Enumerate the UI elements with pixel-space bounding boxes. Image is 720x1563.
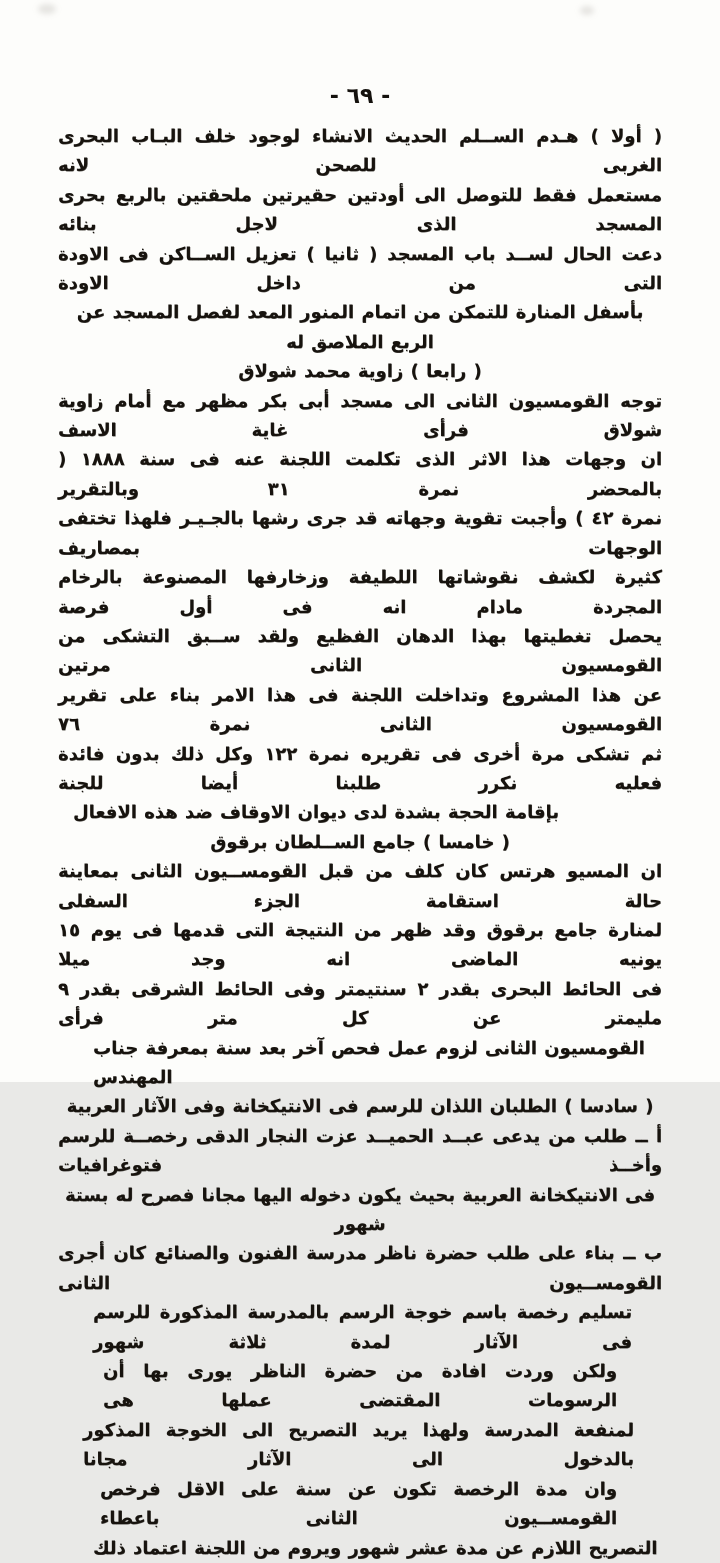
section-heading: ( سادسا ) الطلبان اللذان للرسم فى الانتيكخانة وفى الآثار العربية — [66, 1096, 654, 1118]
paragraph-line: ثم تشكى مرة أخرى فى تقريره نمرة ١٢٢ وكل ذلك بدون فائدة فعليه نكرر طلبنا أيضا للجنة — [58, 743, 662, 794]
paragraph-line: ان وجهات هذا الاثر الذى تكلمت اللجنة عنه فى سنة ١٨٨٨ ( بالمحضر نمرة ٣١ وبالتقرير — [58, 449, 663, 500]
list-item-line: تسليم رخصة باسم خوجة الرسم بالمدرسة المذكورة للرسم فى الآثار لمدة ثلاثة شهور — [93, 1302, 632, 1353]
paragraph-line: كثيرة لكشف نقوشاتها اللطيفة وزخارفها المصنوعة بالرخام المجردة مادام انه فى أول فرصة — [58, 567, 662, 618]
scan-smudge — [38, 4, 56, 14]
paragraph-line: بأسفل المنارة للتمكن من اتمام المنور المعد لفصل المسجد عن الربع الملاصق له — [76, 302, 644, 353]
list-item-line: ولكن وردت افادة من حضرة الناظر يورى بها أن الرسومات المقتضى عملها هى — [103, 1361, 617, 1412]
section-heading: ( رابعا ) زاوية محمد شولاق — [238, 361, 482, 383]
paragraph-line: عن هذا المشروع وتداخلت اللجنة فى هذا الامر بناء على تقرير القومسيون الثانى نمرة ٧٦ — [58, 684, 662, 736]
paragraph-line: بإقامة الحجة بشدة لدى ديوان الاوقاف ضد هذه الافعال — [73, 802, 560, 824]
page-body-text — [58, 122, 662, 1563]
page-number: - ٦٩ - — [329, 84, 391, 109]
paragraph-line: فى الحائط البحرى بقدر ٢ سنتيمتر وفى الحائط الشرقى بقدر ٩ مليمتر عن كل متر فرأى — [58, 978, 662, 1030]
list-item-line: التصريح اللازم عن مدة عشر شهور ويروم من اللجنة اعتماد ذلك — [93, 1537, 658, 1559]
paragraph-line: مستعمل فقط للتوصل الى أودتين حقيرتين ملحقتين بالربع بحرى المسجد الذى لاجل بنائه — [58, 184, 662, 236]
paragraph-line: ان المسيو هرتس كان كلف من قبل القومســيون الثانى بمعاينة حالة استقامة الجزء السفلى — [58, 861, 662, 912]
paragraph-line: يحصل تغطيتها بهذا الدهان الفظيع ولقد ســبق التشكى من القومسيون الثانى مرتين — [58, 625, 662, 677]
paragraph-line: لمنارة جامع برقوق وقد ظهر من النتيجة التى قدمها فى يوم ١٥ يونيه الماضى انه وجد ميلا — [58, 919, 662, 971]
list-item-line: فى الانتيكخانة العربية بحيث يكون دخوله اليها مجانا فصرح له بستة شهور — [64, 1184, 656, 1236]
paragraph-line: دعت الحال لســد باب المسجد ( ثانيا ) تعزيل الســاكن فى الاودة التى من داخل الاودة — [58, 243, 662, 295]
paragraph-line: القومسيون الثانى لزوم عمل فحص آخر بعد سنة بمعرفة جناب المهندس — [93, 1037, 645, 1088]
list-item-line: أ ــ طلب من يدعى عبــد الحميــد عزت النجار الدقى رخصــة للرسم وأخــذ فتوغرافيات — [58, 1125, 662, 1177]
paragraph-line: توجه القومسيون الثانى الى مسجد أبى بكر مظهر مع أمام زاوية شولاق فرأى غاية الاسف — [58, 390, 662, 442]
paragraph-line: نمرة ٤٢ ) وأجبت تقوية وجهاته قد جرى رشها بالجـيـر فلهذا تختفى الوجهات بمصاريف — [58, 508, 663, 559]
list-item-line: ب ــ بناء على طلب حضرة ناظر مدرسة الفنون والصنائع كان أجرى القومســيون الثانى — [58, 1243, 662, 1294]
paragraph-line: ( أولا ) هـدم الســلم الحديث الانشاء لوجود خلف البـاب البحرى الغربى للصحن لانه — [58, 126, 662, 177]
section-heading: ( خامسا ) جامع الســلطان برقوق — [210, 831, 510, 853]
list-item-line: لمنفعة المدرسة ولهذا يريد التصريح الى الخوجة المذكور بالدخول الى الآثار مجانا — [83, 1419, 634, 1471]
list-item-line: وان مدة الرخصة تكون عن سنة على الاقل فرخص القومســيون الثانى باعطاء — [100, 1478, 617, 1530]
scan-smudge — [580, 6, 594, 15]
